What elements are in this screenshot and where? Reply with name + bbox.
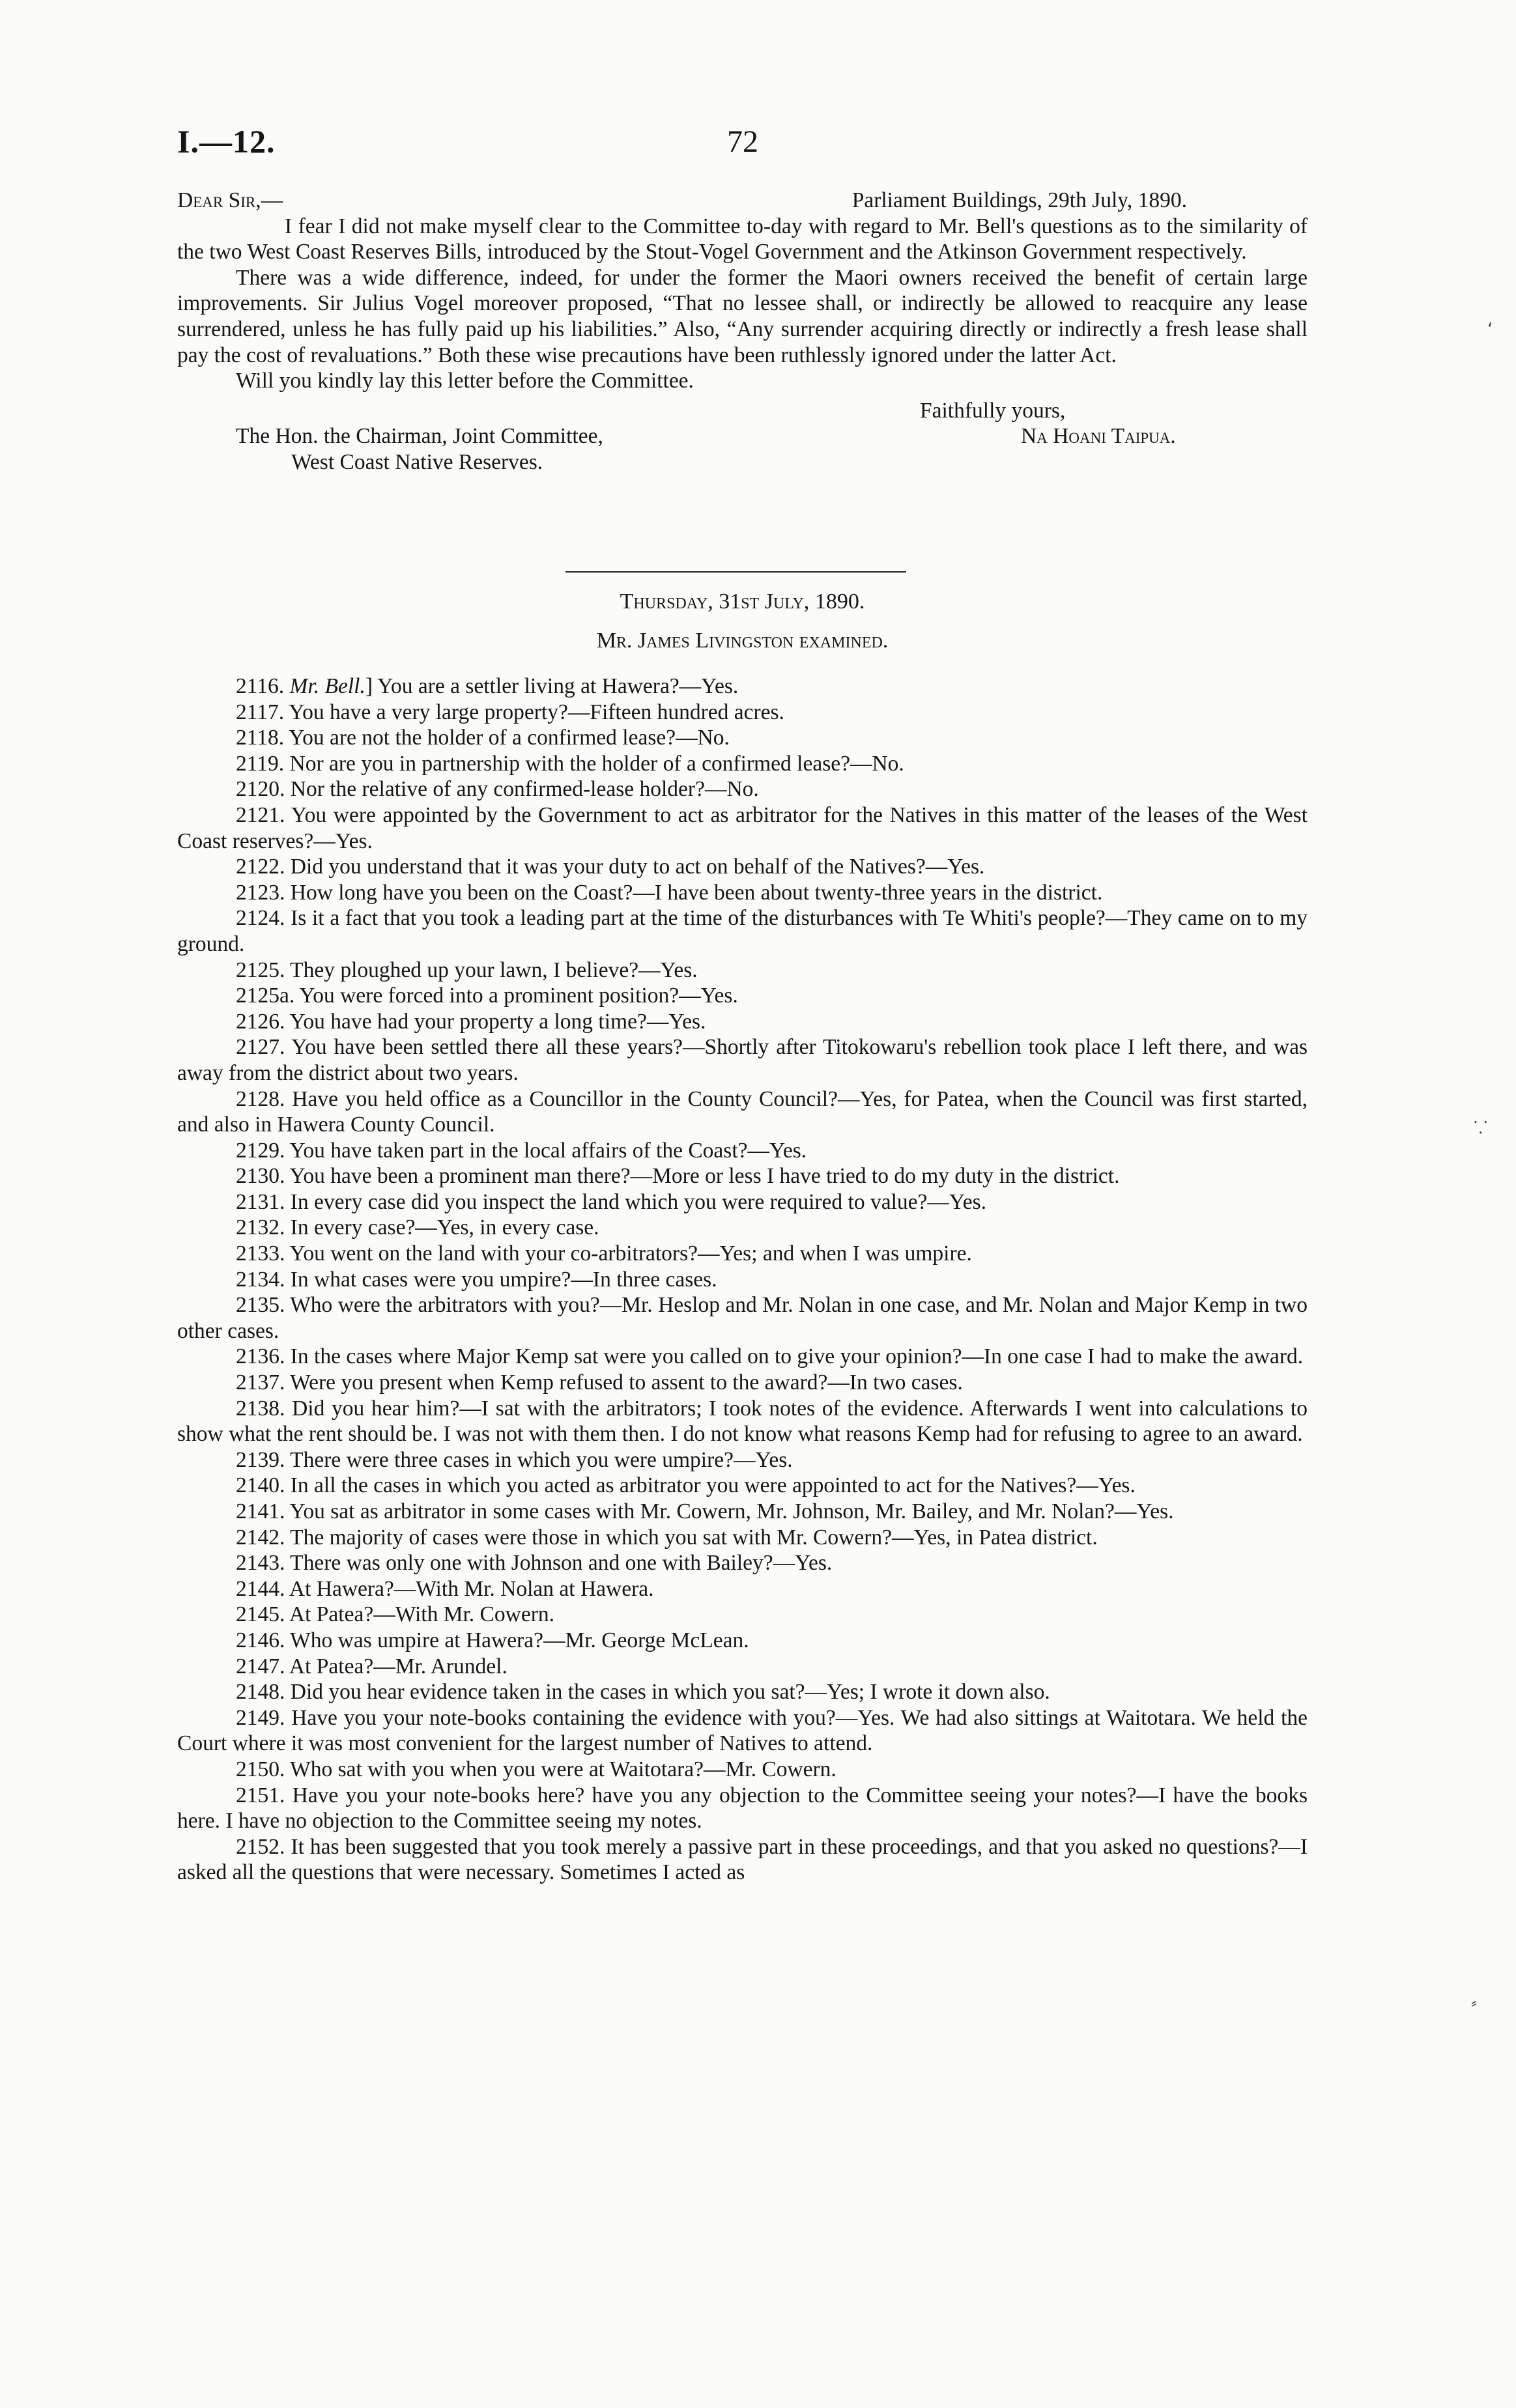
question-answer-text: You have been settled there all these years?—Shortly after Titokowaru's rebellion took place I left there, and was away from the district about two years. <box>177 1035 1308 1085</box>
question-answer-text: The majority of cases were those in which you sat with Mr. Cowern?—Yes, in Patea district. <box>290 1525 1098 1550</box>
question-answer-text: Have you your note-books containing the evidence with you?—Yes. We had also sittings at Waitotara. We held the Court where it was most convenient for the largest number of Natives to attend. <box>177 1705 1308 1756</box>
evidence-item <box>177 983 1308 1009</box>
margin-mark: ⸲ <box>1487 309 1492 328</box>
evidence-item <box>177 1499 1308 1525</box>
question-answer-text: Did you understand that it was your duty to act on behalf of the Natives?—Yes. <box>290 855 985 879</box>
evidence-item <box>177 1370 1308 1396</box>
question-answer-text: There was only one with Johnson and one with Bailey?—Yes. <box>290 1551 833 1576</box>
signature: Na Hoani Taipua. <box>1021 424 1176 449</box>
letter-closing: Faithfully yours, <box>920 398 1066 423</box>
question-number: 2129. <box>236 1138 285 1163</box>
question-number: 2142. <box>236 1525 285 1550</box>
question-number: 2140. <box>236 1473 285 1498</box>
question-number: 2137. <box>236 1370 285 1395</box>
addressee-line: The Hon. the Chairman, Joint Committee, <box>236 424 603 449</box>
question-number: 2143. <box>236 1551 285 1576</box>
evidence-item <box>177 1267 1308 1293</box>
question-answer-text: They ploughed up your lawn, I believe?—Yes. <box>290 957 698 982</box>
evidence-item <box>177 1628 1308 1654</box>
question-number: 2144. <box>236 1576 285 1601</box>
evidence-item <box>177 751 1308 777</box>
question-answer-text: It has been suggested that you took merely a passive part in these proceedings, and that you asked no questions?—I asked all the questions that were necessary. Sometimes I acted as <box>177 1834 1308 1885</box>
letter-paragraph: I fear I did not make myself clear to the Committee to-day with regard to Mr. Bell's questions as to the similarity of the two West Coast Reserves Bills, introduced by the Stout-Vogel Government and the Atkinson Government respectively. <box>177 214 1308 264</box>
question-answer-text: You have been a prominent man there?—More or less I have tried to do my duty in the district. <box>289 1164 1120 1189</box>
question-answer-text: Have you your note-books here? have you any objection to the Committee seeing your notes?—I have the books here. I have no objection to the Committee seeing my notes. <box>177 1783 1308 1834</box>
evidence-item <box>177 905 1308 957</box>
question-number: 2150. <box>236 1757 285 1781</box>
question-number: 2128. <box>236 1086 285 1111</box>
question-number: 2131. <box>236 1189 285 1214</box>
signature-row <box>177 423 1308 449</box>
question-number: 2116. <box>236 674 285 698</box>
question-answer-text: You were forced into a prominent position?—Yes. <box>299 984 738 1008</box>
question-answer-text: Nor are you in partnership with the holder of a confirmed lease?—No. <box>289 751 904 776</box>
question-number: 2121. <box>236 802 285 827</box>
evidence-item <box>177 1163 1308 1189</box>
evidence-item <box>177 1783 1308 1834</box>
question-number: 2135. <box>236 1293 285 1318</box>
question-number: 2146. <box>236 1628 285 1652</box>
evidence-item <box>177 1009 1308 1035</box>
document-code: I.—12. <box>177 123 276 160</box>
addressee-line: West Coast Native Reserves. <box>291 449 543 474</box>
evidence-list <box>177 673 1308 1886</box>
question-answer-text: You have had your property a long time?—Yes. <box>289 1009 706 1034</box>
question-number: 2134. <box>236 1267 285 1292</box>
question-answer-text: In all the cases in which you acted as arbitrator you were appointed to act for the Natives?—Yes. <box>290 1473 1136 1498</box>
question-number: 2141. <box>236 1499 285 1523</box>
question-answer-text: You sat as arbitrator in some cases with Mr. Cowern, Mr. Johnson, Mr. Bailey, and Mr. Nolan?—Yes. <box>289 1499 1174 1523</box>
question-number: 2138. <box>236 1396 285 1421</box>
evidence-item <box>177 1654 1308 1680</box>
question-number: 2147. <box>236 1654 285 1679</box>
question-answer-text: Who was umpire at Hawera?—Mr. George McLean. <box>290 1628 749 1652</box>
evidence-item <box>177 1473 1308 1499</box>
question-answer-text: How long have you been on the Coast?—I have been about twenty-three years in the district. <box>290 880 1103 905</box>
evidence-item <box>177 1550 1308 1576</box>
question-number: 2132. <box>236 1215 285 1240</box>
evidence-item <box>177 1679 1308 1705</box>
question-answer-text: In every case did you inspect the land which you were required to value?—Yes. <box>290 1189 987 1214</box>
question-answer-text: In every case?—Yes, in every case. <box>290 1215 599 1240</box>
evidence-item <box>177 725 1308 751</box>
salutation: Dear Sir,— <box>177 188 283 212</box>
session-date-heading: Thursday, 31st July, 1890. <box>620 589 865 614</box>
letter <box>177 188 1308 475</box>
question-answer-text: Is it a fact that you took a leading part at the time of the disturbances with Te Whiti's people?—They came on to my ground. <box>177 906 1308 956</box>
question-number: 2148. <box>236 1680 285 1705</box>
evidence-item <box>177 1189 1308 1215</box>
evidence-item <box>177 1834 1308 1886</box>
question-answer-text: Who sat with you when you were at Waitotara?—Mr. Cowern. <box>290 1757 837 1781</box>
evidence-item <box>177 1396 1308 1447</box>
question-answer-text: At Patea?—Mr. Arundel. <box>289 1654 508 1679</box>
question-number: 2152. <box>236 1834 285 1859</box>
question-answer-text: Did you hear him?—I sat with the arbitrators; I took notes of the evidence. Afterwards I went into calculations to show what the rent should be. I was not with them then. I do not know what reasons Kemp had for refusing to agree to an award. <box>177 1396 1308 1447</box>
question-answer-text: You were appointed by the Government to act as arbitrator for the Natives in this matter of the leases of the West Coast reserves?—Yes. <box>177 802 1308 853</box>
question-answer-text: Nor the relative of any confirmed-lease holder?—No. <box>290 777 759 802</box>
question-number: 2119. <box>236 751 285 776</box>
question-answer-text: You went on the land with your co-arbitrators?—Yes; and when I was umpire. <box>289 1241 972 1266</box>
letter-paragraph: There was a wide difference, indeed, for under the former the Maori owners received the benefit of certain large improvements. Sir Julius Vogel moreover proposed, “That no lessee shall, or indirectly be allowed to reacquire any lease surrendered, unless he has fully paid up his liabilities.” Also, “Any surrender acquiring directly or indirectly a fresh lease shall pay the cost of revaluations.” Both these wise precautions have been ruthlessly ignored under the latter Act. <box>177 265 1308 367</box>
letter-heading-row <box>177 188 1308 214</box>
question-number: 2122. <box>236 855 285 879</box>
page-number: 72 <box>727 124 758 159</box>
evidence-item <box>177 1241 1308 1267</box>
witness-heading: Mr. James Livingston examined. <box>596 629 889 653</box>
evidence-item <box>177 957 1308 984</box>
question-number: 2151. <box>236 1783 285 1807</box>
evidence-item <box>177 1138 1308 1164</box>
margin-mark: ⸪ <box>1474 1118 1488 1137</box>
question-answer-text: Did you hear evidence taken in the cases in which you sat?—Yes; I wrote it down also. <box>290 1680 1050 1705</box>
question-answer-text: ] You are a settler living at Hawera?—Yes. <box>365 674 739 698</box>
evidence-item <box>177 1447 1308 1473</box>
evidence-item <box>177 1292 1308 1344</box>
evidence-item <box>177 1576 1308 1602</box>
question-number: 2124. <box>236 906 285 931</box>
question-answer-text: At Patea?—With Mr. Cowern. <box>289 1602 554 1627</box>
evidence-item <box>177 1344 1308 1370</box>
evidence-item <box>177 1602 1308 1628</box>
question-answer-text: You have taken part in the local affairs of the Coast?—Yes. <box>289 1138 807 1163</box>
question-number: 2125. <box>236 957 285 982</box>
question-answer-text: At Hawera?—With Mr. Nolan at Hawera. <box>289 1576 654 1601</box>
letter-paragraph: Will you kindly lay this letter before the Committee. <box>236 369 694 393</box>
question-number: 2145. <box>236 1602 285 1627</box>
evidence-item <box>177 802 1308 854</box>
question-number: 2126. <box>236 1009 285 1034</box>
question-number: 2117. <box>236 700 285 724</box>
evidence-item <box>177 776 1308 802</box>
section-divider <box>565 571 906 573</box>
evidence-item <box>177 1034 1308 1086</box>
evidence-item <box>177 700 1308 726</box>
margin-mark: ⸗ <box>1471 1993 1477 2012</box>
place-date: Parliament Buildings, 29th July, 1890. <box>851 188 1187 212</box>
question-answer-text: Have you held office as a Councillor in the County Council?—Yes, for Patea, when the Council was first started, and also in Hawera County Council. <box>177 1086 1308 1137</box>
question-number: 2127. <box>236 1035 285 1060</box>
question-number: 2123. <box>236 880 285 905</box>
question-answer-text: Who were the arbitrators with you?—Mr. Heslop and Mr. Nolan in one case, and Mr. Nolan and Major Kemp in two other cases. <box>177 1293 1308 1343</box>
evidence-item <box>177 1525 1308 1551</box>
question-number: 2118. <box>236 726 285 750</box>
question-number: 2139. <box>236 1447 285 1472</box>
speaker-name: Mr. Bell. <box>289 674 365 698</box>
evidence-item <box>177 880 1308 906</box>
question-number: 2149. <box>236 1705 285 1730</box>
question-number: 2136. <box>236 1344 285 1369</box>
question-answer-text: There were three cases in which you were umpire?—Yes. <box>290 1447 793 1472</box>
evidence-item <box>177 1705 1308 1757</box>
question-number: 2130. <box>236 1164 285 1189</box>
evidence-item <box>177 673 1308 700</box>
evidence-item <box>177 1215 1308 1241</box>
evidence-item <box>177 854 1308 880</box>
question-answer-text: Were you present when Kemp refused to assent to the award?—In two cases. <box>290 1370 963 1395</box>
evidence-item <box>177 1757 1308 1783</box>
question-answer-text: In what cases were you umpire?—In three cases. <box>290 1267 717 1292</box>
evidence-item <box>177 1086 1308 1138</box>
question-answer-text: You are not the holder of a confirmed lease?—No. <box>289 726 730 750</box>
question-number: 2125a. <box>236 984 295 1008</box>
question-number: 2133. <box>236 1241 285 1266</box>
question-number: 2120. <box>236 777 285 802</box>
question-answer-text: You have a very large property?—Fifteen hundred acres. <box>289 700 784 724</box>
question-answer-text: In the cases where Major Kemp sat were you called on to give your opinion?—In one case I had to make the award. <box>290 1344 1304 1369</box>
